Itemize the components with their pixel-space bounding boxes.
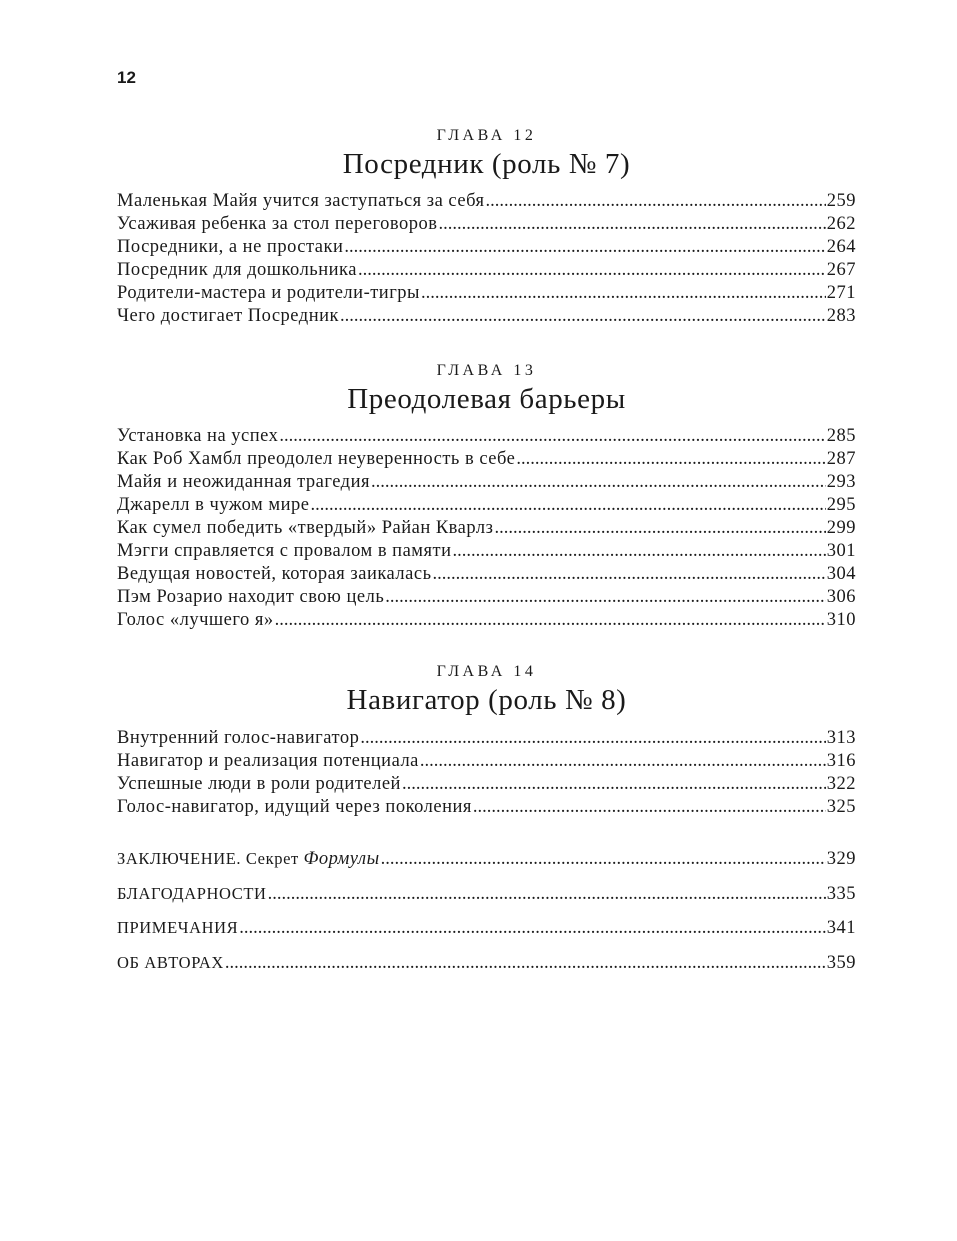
toc-entry-page: 310 — [826, 610, 856, 630]
toc-entry-title: Усаживая ребенка за стол переговоров — [117, 214, 438, 234]
toc-entry-title: Майя и неожиданная трагедия — [117, 472, 370, 492]
dot-leader — [402, 773, 826, 796]
toc-entry[interactable] — [117, 213, 856, 236]
dot-leader — [516, 448, 825, 471]
toc-entry-conclusion[interactable] — [117, 842, 856, 877]
toc-entry-title: Навигатор и реализация потенциала — [117, 751, 419, 771]
toc-entry-title: Мэгги справляется с провалом в памяти — [117, 541, 452, 561]
dot-leader — [340, 305, 826, 328]
toc-entry[interactable] — [117, 750, 856, 773]
dot-leader — [225, 946, 826, 981]
toc-entry-title: Ведущая новостей, которая заикалась — [117, 564, 432, 584]
toc-entry[interactable] — [117, 471, 856, 494]
toc-entry-page: 293 — [826, 472, 856, 492]
toc-entry[interactable] — [117, 236, 856, 259]
toc-entry-page: 262 — [826, 214, 856, 234]
chapter-12-title: Посредник (роль № 7) — [342, 148, 631, 180]
dot-leader — [473, 796, 826, 819]
dot-leader — [239, 911, 826, 946]
dot-leader — [275, 609, 826, 632]
dot-leader — [381, 842, 826, 877]
toc-entry[interactable] — [117, 282, 856, 305]
toc-entry-page: 287 — [826, 449, 856, 469]
toc-entry-page: 306 — [826, 587, 856, 607]
toc-entry-title: Внутренний голос-навигатор — [117, 728, 360, 748]
dot-leader — [433, 563, 826, 586]
dot-leader — [420, 750, 826, 773]
toc-entry-page: 283 — [826, 306, 856, 326]
toc-entry-title: Голос-навигатор, идущий через поколения — [117, 797, 472, 817]
toc-entry-title: Успешные люди в роли родителей — [117, 774, 401, 794]
toc-entry-page: 329 — [826, 849, 856, 869]
toc-entry[interactable] — [117, 190, 856, 213]
toc-entry-page: 322 — [826, 774, 856, 794]
toc-entry[interactable] — [117, 563, 856, 586]
toc-entry-page: 301 — [826, 541, 856, 561]
toc-entry-page: 335 — [826, 883, 856, 904]
chapter-13-title: Преодолевая барьеры — [347, 383, 626, 415]
chapter-13-label: ГЛАВА 13 — [436, 362, 537, 379]
dot-leader — [494, 517, 825, 540]
toc-entry-page: 295 — [826, 495, 856, 515]
dot-leader — [310, 494, 825, 517]
toc-entry[interactable] — [117, 305, 856, 328]
dot-leader — [453, 540, 826, 563]
toc-entry[interactable] — [117, 586, 856, 609]
toc-entry[interactable] — [117, 517, 856, 540]
toc-entry[interactable] — [117, 259, 856, 282]
toc-entry-title: ОБ АВТОРАХ — [117, 953, 224, 973]
toc-entry-page: 341 — [826, 918, 856, 939]
chapter-14-entries — [117, 727, 856, 819]
toc-entry-title: Маленькая Майя учится заступаться за себя — [117, 191, 485, 211]
toc-entry[interactable] — [117, 609, 856, 632]
chapter-14-title: Навигатор (роль № 8) — [346, 684, 627, 716]
chapter-12-label: ГЛАВА 12 — [436, 127, 537, 144]
dot-leader — [279, 425, 825, 448]
toc-entry-page: 313 — [826, 728, 856, 748]
chapter-14-label: ГЛАВА 14 — [436, 663, 537, 680]
toc-entry-page: 299 — [826, 518, 856, 538]
dot-leader — [438, 213, 825, 236]
toc-entry-page: 264 — [826, 237, 856, 257]
toc-entry-title: Чего достигает Посредник — [117, 306, 339, 326]
toc-entry-acknowledgements[interactable] — [117, 877, 856, 912]
toc-entry-title: БЛАГОДАРНОСТИ — [117, 883, 267, 903]
toc-entry-about-authors[interactable] — [117, 946, 856, 981]
dot-leader — [421, 282, 826, 305]
toc-entry-title: Посредники, а не простаки — [117, 237, 344, 257]
toc-entry-title: Как сумел победить «твердый» Райан Кварлз — [117, 518, 494, 538]
toc-entry-title: Родители-мастера и родители-тигры — [117, 283, 420, 303]
toc-entry-page: 316 — [826, 751, 856, 771]
dot-leader — [385, 586, 825, 609]
toc-entry-title: Джарелл в чужом мире — [117, 495, 310, 515]
toc-entry-page: 325 — [826, 797, 856, 817]
toc-entry-page: 267 — [826, 260, 856, 280]
chapter-12-entries — [117, 190, 856, 328]
dot-leader — [268, 877, 826, 912]
toc-entry-page: 259 — [826, 191, 856, 211]
toc-entry-notes[interactable] — [117, 911, 856, 946]
toc-entry-title: Установка на успех — [117, 426, 279, 446]
toc-entry-title: Как Роб Хамбл преодолел неуверенность в себе — [117, 449, 516, 469]
toc-entry-page: 304 — [826, 564, 856, 584]
dot-leader — [486, 190, 826, 213]
toc-entry[interactable] — [117, 425, 856, 448]
toc-entry-title: Голос «лучшего я» — [117, 610, 274, 630]
toc-entry-title: ПРИМЕЧАНИЯ — [117, 918, 239, 938]
page-number: 12 — [117, 68, 136, 87]
toc-entry-title: ЗАКЛЮЧЕНИЕ. Секрет Формулы — [117, 849, 380, 869]
toc-entry-title: Пэм Розарио находит свою цель — [117, 587, 385, 607]
toc-entry[interactable] — [117, 540, 856, 563]
backmatter-entries — [117, 842, 856, 981]
dot-leader — [360, 727, 825, 750]
toc-entry[interactable] — [117, 773, 856, 796]
toc-entry[interactable] — [117, 796, 856, 819]
toc-entry-page: 271 — [826, 283, 856, 303]
toc-entry-page: 359 — [826, 953, 856, 974]
toc-entry-title: Посредник для дошкольника — [117, 260, 357, 280]
toc-entry[interactable] — [117, 448, 856, 471]
dot-leader — [358, 259, 826, 282]
toc-entry[interactable] — [117, 494, 856, 517]
dot-leader — [371, 471, 826, 494]
toc-entry[interactable] — [117, 727, 856, 750]
dot-leader — [344, 236, 825, 259]
chapter-13-entries — [117, 425, 856, 632]
toc-entry-page: 285 — [826, 426, 856, 446]
